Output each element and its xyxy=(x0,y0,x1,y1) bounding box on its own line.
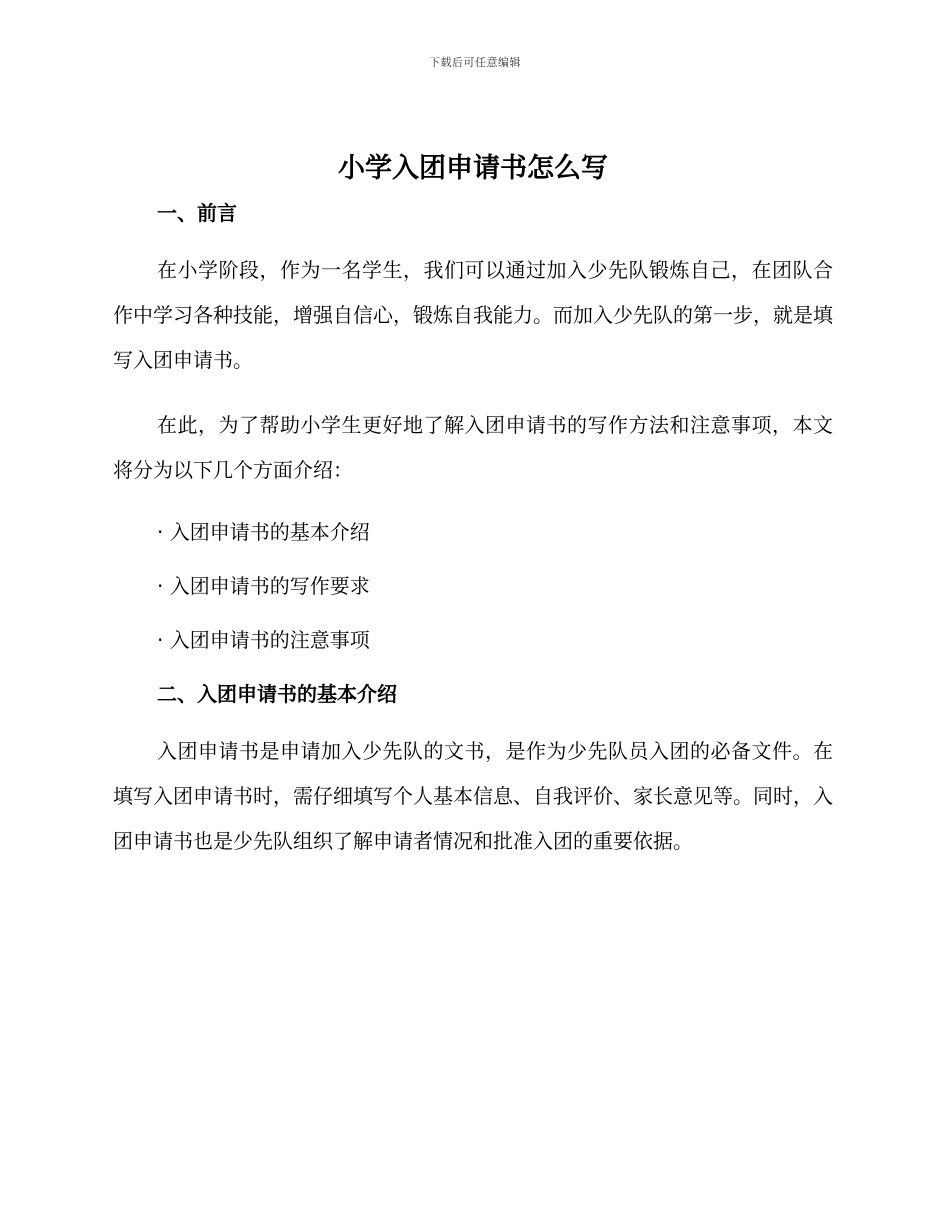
section-heading-basic-intro: 二、入团申请书的基本介绍 xyxy=(157,682,397,706)
paragraph-overview: 在此，为了帮助小学生更好地了解入团申请书的写作方法和注意事项，本文将分为以下几个方面介绍： xyxy=(113,413,833,482)
spacer xyxy=(113,228,833,248)
document-content xyxy=(113,150,833,864)
spacer xyxy=(113,383,833,403)
bullet-item-basic: · 入团申请书的基本介绍 xyxy=(157,520,370,544)
spacer xyxy=(113,547,833,571)
document-title: 小学入团申请书怎么写 xyxy=(338,153,608,184)
header-note: 下载后可任意编辑 xyxy=(429,56,521,69)
spacer xyxy=(113,709,833,729)
spacer xyxy=(113,655,833,679)
bullet-item-requirements: · 入团申请书的写作要求 xyxy=(157,574,370,598)
paragraph-intro: 在小学阶段，作为一名学生，我们可以通过加入少先队锻炼自己，在团队合作中学习各种技能，增强自信心，锻炼自我能力。而加入少先队的第一步，就是填写入团申请书。 xyxy=(113,258,833,372)
section-heading-preface: 一、前言 xyxy=(157,201,237,225)
paragraph-basic-intro: 入团申请书是申请加入少先队的文书，是作为少先队员入团的必备文件。在填写入团申请书时，需仔细填写个人基本信息、自我评价、家长意见等。同时，入团申请书也是少先队组织了解申请者情况和批准入团的重要依据。 xyxy=(113,739,833,853)
spacer xyxy=(113,601,833,625)
spacer xyxy=(113,493,833,517)
bullet-item-notes: · 入团申请书的注意事项 xyxy=(157,628,370,652)
